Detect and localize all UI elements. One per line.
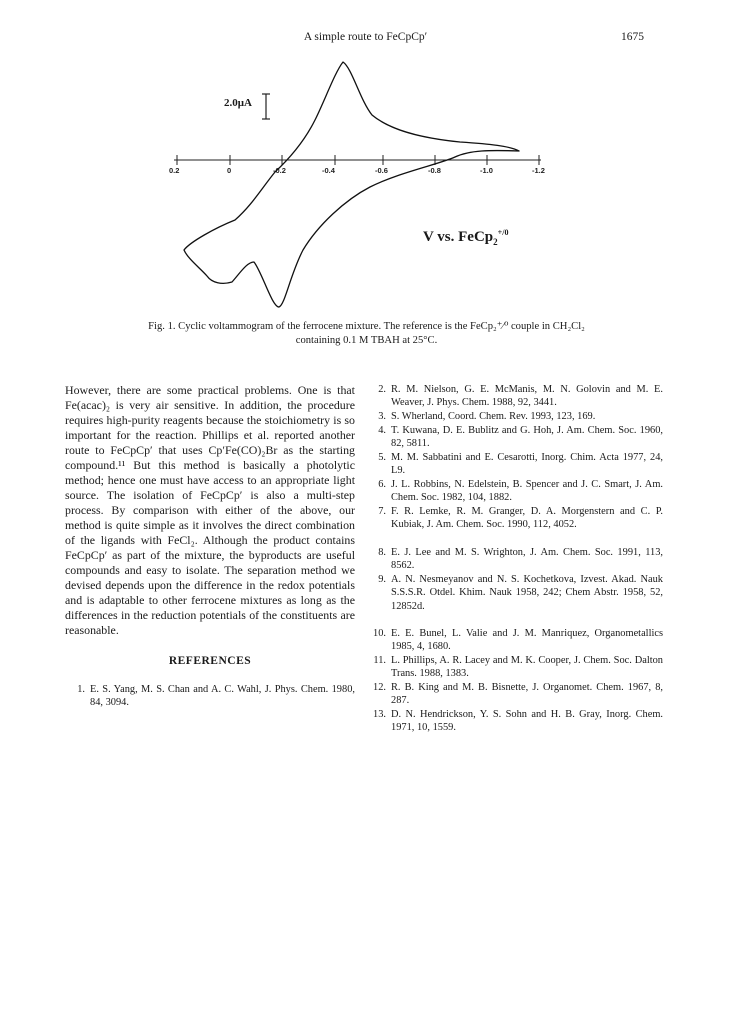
reference-text: E. J. Lee and M. S. Wrighton, J. Am. Chem. Soc. 1991, 113, 8562. xyxy=(391,547,663,572)
reference-text: F. R. Lemke, R. M. Granger, D. A. Morgenstern and C. P. Kubiak, J. Am. Chem. Soc. 1990, 112, 4052. xyxy=(391,506,663,531)
reference-item xyxy=(366,708,663,735)
current-scale-label: 2.0μA xyxy=(224,97,252,109)
potential-axis-label xyxy=(423,228,508,247)
tick-label: 0.2 xyxy=(169,166,180,175)
cyclic-voltammogram-figure xyxy=(0,0,731,320)
tick-label: 0 xyxy=(227,166,232,175)
reference-item xyxy=(366,546,663,573)
reference-text: D. N. Hendrickson, Y. S. Sohn and H. B. Gray, Inorg. Chem. 1971, 10, 1559. xyxy=(391,709,663,734)
reference-number: 5. xyxy=(378,452,386,463)
reference-item xyxy=(366,681,663,708)
caption-line-1: Fig. 1. Cyclic voltammogram of the ferrocene mixture. The reference is the FeCp₂⁺⁄⁰ couple in CH₂Cl₂ xyxy=(148,321,585,332)
tick-label: -0.6 xyxy=(375,166,388,175)
potential-label-main: V vs. FeCp xyxy=(423,229,494,245)
reference-item xyxy=(366,627,663,654)
figure-caption xyxy=(110,320,623,348)
reference-number: 1. xyxy=(77,684,85,695)
reference-text: R. M. Nielson, G. E. McManis, M. N. Golovin and M. E. Weaver, J. Phys. Chem. 1988, 92, 3441. xyxy=(391,384,663,409)
reference-text: S. Wherland, Coord. Chem. Rev. 1993, 123, 169. xyxy=(391,411,596,422)
tick-label: -1.0 xyxy=(480,166,493,175)
reference-text: T. Kuwana, D. E. Bublitz and G. Hoh, J. Am. Chem. Soc. 1960, 82, 5811. xyxy=(391,425,663,450)
potential-label-sub: 2 xyxy=(493,237,498,247)
reference-text: M. M. Sabbatini and E. Cesarotti, Inorg. Chim. Acta 1977, 24, L9. xyxy=(391,452,663,477)
reference-number: 9. xyxy=(378,574,386,585)
reference-text: E. S. Yang, M. S. Chan and A. C. Wahl, J. Phys. Chem. 1980, 84, 3094. xyxy=(90,684,355,709)
reference-number: 13. xyxy=(373,709,386,720)
reference-text: A. N. Nesmeyanov and N. S. Kochetkova, Izvest. Akad. Nauk S.S.S.R. Otdel. Khim. Nauk 1958, 242; Chem Abstr. 1958, 52, 12852d. xyxy=(391,574,663,612)
reference-number: 11. xyxy=(373,655,386,666)
tick-label: -0.2 xyxy=(273,166,286,175)
reference-item xyxy=(366,573,663,613)
running-title: A simple route to FeCpCp′ xyxy=(303,31,428,43)
caption-line-2: containing 0.1 M TBAH at 25°C. xyxy=(295,335,438,346)
reference-item xyxy=(366,424,663,451)
body-paragraph-text: However, there are some practical problems. One is that Fe(acac)₂ is very air sensitive. In addition, the procedure requires high-purity reagents because the stoichiometry is so important for the reaction. Phillips et al. reported another route to FeCpCp′ that uses Cp′Fe(CO)₂Br as the starting compound.¹¹ But this method is basically a photolytic method; hence one must have access to an appropriate light source. The isolation of FeCpCp′ is also a multi-step process. By comparison with either of the above, our method is quite simple as it involves the direct combination of the ligands with FeCl₂. Although the product contains FeCpCp′ as part of the mixture, the byproducts are useful compounds and easy to isolate. The separation method we devised depends upon the difference in the redox potentials and is adaptable to other ferrocene mixtures as long as the differences in the reduction potentials of the constituents are reasonable. xyxy=(65,383,355,637)
reference-number: 12. xyxy=(373,682,386,693)
reference-text: J. L. Robbins, N. Edelstein, B. Spencer and J. C. Smart, J. Am. Chem. Soc. 1982, 104, 1882. xyxy=(391,479,663,504)
reference-number: 4. xyxy=(378,425,386,436)
tick-label: -1.2 xyxy=(532,166,545,175)
reference-number: 3. xyxy=(378,411,386,422)
reference-number: 7. xyxy=(378,506,386,517)
reference-item xyxy=(366,410,663,423)
reference-text: R. B. King and M. B. Bisnette, J. Organomet. Chem. 1967, 8, 287. xyxy=(391,682,663,707)
current-scale-bar xyxy=(262,94,270,119)
reference-number: 2. xyxy=(378,384,386,395)
reference-item xyxy=(366,505,663,532)
reference-item xyxy=(366,451,663,478)
potential-label-sup: +/0 xyxy=(497,228,509,237)
reference-text: L. Phillips, A. R. Lacey and M. K. Cooper, J. Chem. Soc. Dalton Trans. 1988, 1383. xyxy=(391,655,663,680)
page-number: 1675 xyxy=(621,31,644,43)
reference-item xyxy=(366,383,663,410)
reference-number: 10. xyxy=(373,628,386,639)
tick-label: -0.4 xyxy=(322,166,335,175)
reference-number: 8. xyxy=(378,547,386,558)
body-paragraph xyxy=(65,383,355,638)
references-heading: REFERENCES xyxy=(168,655,252,667)
reference-number: 6. xyxy=(378,479,386,490)
reference-item xyxy=(366,478,663,505)
tick-label: -0.8 xyxy=(428,166,441,175)
reference-text: E. E. Bunel, L. Valie and J. M. Manriquez, Organometallics 1985, 4, 1680. xyxy=(391,628,663,653)
reference-item xyxy=(65,683,355,710)
reference-item xyxy=(366,654,663,681)
